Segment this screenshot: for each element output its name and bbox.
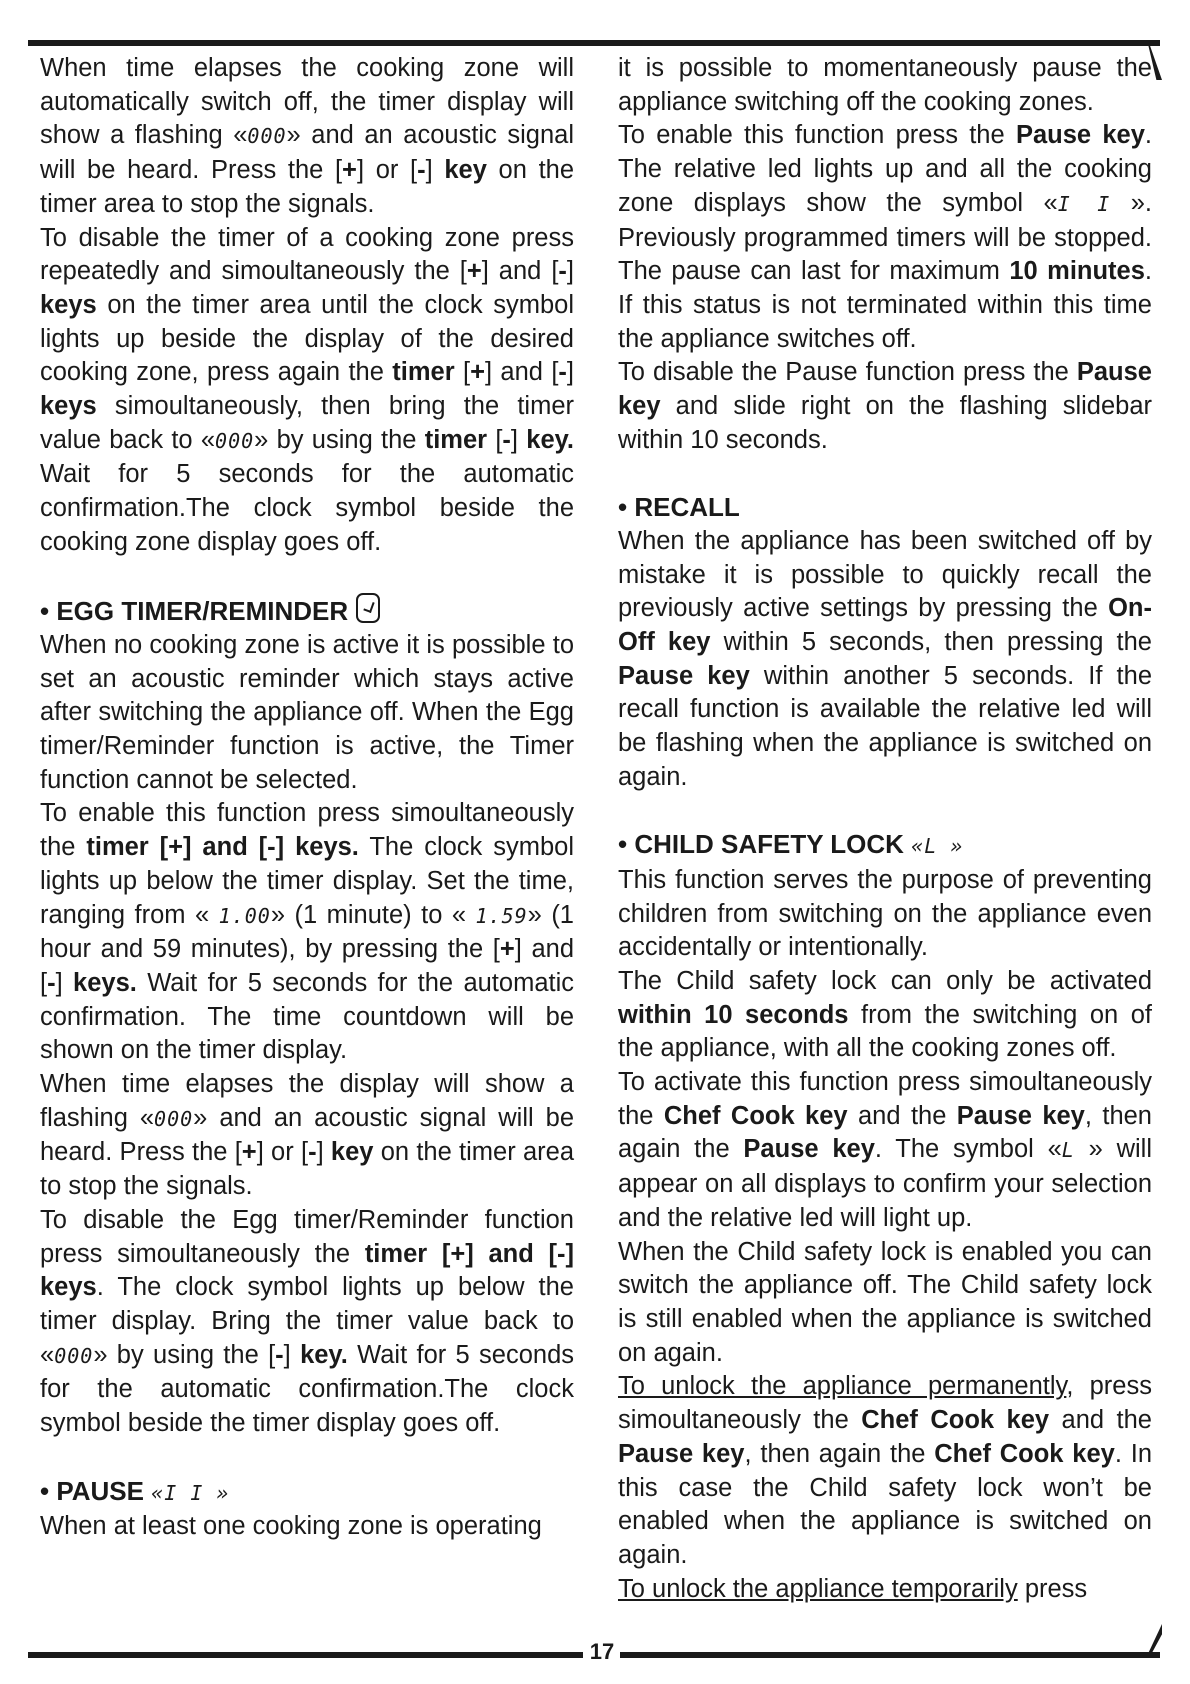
left-column [40,52,574,1544]
right-column [618,52,1152,1606]
unlock-temporary: To unlock the appliance temporarily press [618,1574,1088,1603]
egg-timer-disable: To disable the Egg timer/Reminder function press simoultaneously the timer [+] and [-] keys. The clock symbol lights up below the timer display. Bring the timer value back to «000» by using the [-] key. Wait for 5 seconds for the automatic confirmation.The clock symbol beside the timer display goes off. [40,1205,575,1438]
child-lock-symbol: «L » [911,834,964,859]
top-rule [28,40,1160,46]
child-lock-enabled-note: When the Child safety lock is enabled you can switch the appliance off. The Child safety lock is still enabled when the appliance is switched on again. [618,1237,1152,1367]
unlock-permanent: To unlock the appliance permanently, press simoultaneously the Chef Cook key and the Pause key, then again the Chef Cook key. In this case the Child safety lock won’t be enabled when the appliance is switched on again. [618,1372,1152,1569]
clock-icon [356,593,380,623]
pause-enable: To enable this function press the Pause key. The relative led lights up and all the cooking zone displays show the symbol «I I ». Previously programmed timers will be stopped. The pause can last for maximum 10 minutes. If this status is not terminated within this time the appliance switches off. [618,121,1153,353]
pause-intro: When at least one cooking zone is operating [40,1512,542,1541]
recall-heading: • RECALL [618,492,740,523]
egg-timer-elapse: When time elapses the display will show a flashing «000» and an acoustic signal will be heard. Press the [+] or [-] key on the timer area to stop the signals. [40,1070,574,1201]
page-number: 17 [589,1639,615,1664]
pause-continued: it is possible to momentaneously pause the appliance switching off the cooking zones. [618,54,1152,116]
egg-timer-intro: When no cooking zone is active it is possible to set an acoustic reminder which stays active after switching the appliance off. When the Egg timer/Reminder function is active, the Timer function cannot be selected. [40,630,574,794]
timer-elapse-paragraph: When time elapses the cooking zone will automatically switch off, the timer display will show a flashing «000» and an acoustic signal will be heard. Press the [+] or [-] key on the timer area to stop the signals. [40,54,575,218]
timer-disable-paragraph: To disable the timer of a cooking zone press repeatedly and simoultaneously the [+] and [-] keys on the timer area until the clock symbol lights up beside the display of the desired cooking zone, press again the timer [+] and [-] keys simoultaneously, then bring the timer value back to «000» by using the timer [-] key. Wait for 5 seconds for the automatic confirmation.The clock symbol beside the cooking zone display goes off. [40,223,575,556]
child-lock-activate: To activate this function press simoultaneously the Chef Cook key and the Pause key, then again the Pause key. The symbol «L » will appear on all displays to confirm your selection and the relative led will light up. [618,1068,1152,1232]
egg-timer-heading: • EGG TIMER/REMINDER [40,593,574,629]
child-lock-heading: • CHILD SAFETY LOCK «L » [618,829,964,860]
bottom-rule-right [620,1652,1160,1658]
pause-disable: To disable the Pause function press the Pause key and slide right on the flashing slidebar within 10 seconds. [618,358,1152,454]
pause-heading: • PAUSE «I I » [40,1475,230,1506]
egg-timer-enable: To enable this function press simoultaneously the timer [+] and [-] keys. The clock symbol lights up below the timer display. Set the time, ranging from « 1.00» (1 minute) to « 1.59» (1 hour and 59 minutes), by pressing the [+] and [-] keys. Wait for 5 seconds for the automatic confirmation. The time countdown will be shown on the timer display. [40,799,575,1065]
child-lock-purpose: This function serves the purpose of preventing children from switching on the appliance even accidentally or intentionally. [618,865,1152,962]
child-lock-activation-window: The Child safety lock can only be activated within 10 seconds from the switching on of the appliance, with all the cooking zones off. [618,966,1152,1063]
bottom-rule-left [28,1652,583,1658]
recall-paragraph: When the appliance has been switched off by mistake it is possible to quickly recall the previously active settings by pressing the On-Off key within 5 seconds, then pressing the Pause key within another 5 seconds. If the recall function is available the relative led will be flashing when the appliance is switched on again. [618,526,1152,791]
pause-symbol: «I I » [151,1480,230,1505]
